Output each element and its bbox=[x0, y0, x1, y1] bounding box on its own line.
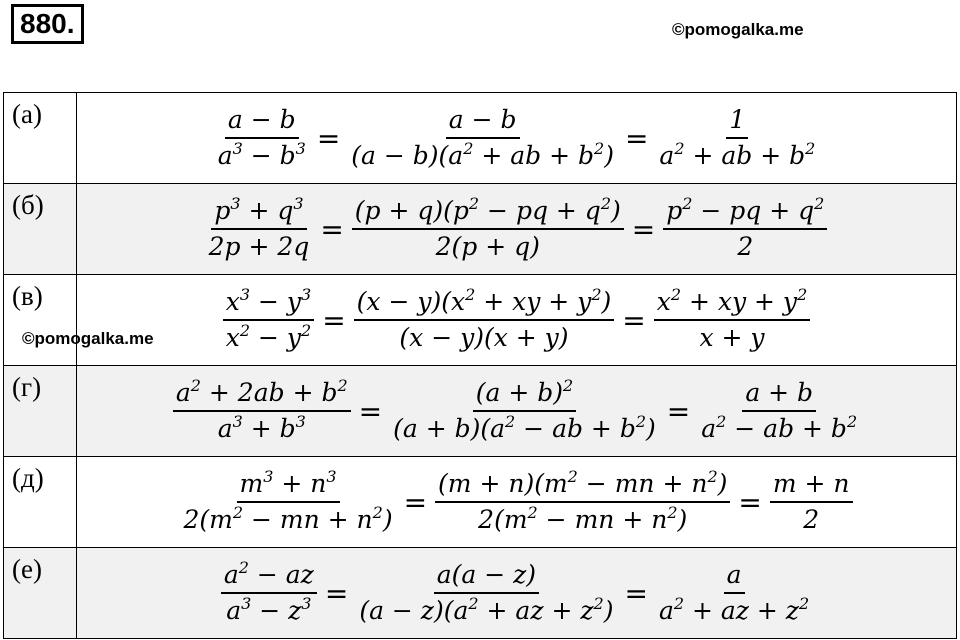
fraction-numerator: 1 bbox=[726, 103, 748, 139]
watermark-top: ©pomogalka.me bbox=[672, 20, 804, 39]
fraction-numerator: a bbox=[724, 558, 745, 594]
fraction-denominator: $a^2$ + ab + $b^2$ bbox=[659, 139, 816, 170]
item-label: (в) bbox=[12, 281, 43, 311]
fraction-numerator: a − b bbox=[225, 103, 299, 139]
fraction bbox=[356, 558, 616, 628]
equals-sign: = bbox=[322, 303, 346, 337]
item-label-cell bbox=[4, 548, 77, 639]
table-row bbox=[4, 366, 957, 457]
fraction-numerator: $(x - y)(x^2$ + xy + $y^2$) bbox=[354, 285, 615, 321]
fraction bbox=[390, 376, 659, 446]
equals-sign: = bbox=[738, 485, 762, 519]
fraction-numerator: a(a − z) bbox=[434, 558, 539, 594]
equals-sign: = bbox=[624, 121, 649, 155]
table-row bbox=[4, 457, 957, 548]
fraction bbox=[770, 467, 853, 537]
item-label: (д) bbox=[12, 463, 44, 493]
fraction-denominator: $a^3 + b^3$ bbox=[217, 412, 306, 443]
fraction bbox=[180, 467, 395, 537]
table-row bbox=[4, 93, 957, 184]
equation-cell bbox=[77, 457, 957, 548]
fraction-denominator: $(a + b)(a^2$ − ab + $b^2$) bbox=[393, 412, 656, 443]
fraction bbox=[435, 467, 730, 537]
fraction-denominator: 2p + 2q bbox=[208, 232, 310, 261]
equals-sign: = bbox=[622, 303, 646, 337]
fraction-denominator: $2(m^2$ − mn + $n^2$) bbox=[183, 503, 393, 534]
fraction-numerator: a − b bbox=[446, 103, 520, 139]
table-row bbox=[4, 275, 957, 366]
equals-sign: = bbox=[624, 576, 648, 610]
equation-chain bbox=[202, 194, 832, 264]
equation-cell bbox=[77, 548, 957, 639]
fraction-numerator: $a^2$ − az bbox=[221, 558, 317, 594]
fraction bbox=[352, 194, 624, 264]
solution-table bbox=[3, 92, 957, 639]
fraction bbox=[698, 376, 860, 446]
fraction bbox=[206, 194, 313, 264]
equals-sign: = bbox=[316, 121, 341, 155]
fraction-denominator: 2 bbox=[737, 232, 754, 261]
item-label: (е) bbox=[12, 554, 42, 584]
fraction bbox=[348, 103, 617, 173]
equation-cell bbox=[77, 184, 957, 275]
watermark-middle: ©pomogalka.me bbox=[22, 329, 154, 348]
fraction-numerator: $x^2$ + xy + $y^2$ bbox=[654, 285, 811, 321]
fraction bbox=[173, 376, 351, 446]
equals-sign: = bbox=[631, 212, 656, 246]
item-label-cell bbox=[4, 275, 77, 366]
fraction-denominator: 2(p + q) bbox=[435, 232, 540, 261]
fraction-denominator: x + y bbox=[699, 323, 765, 352]
item-label-cell bbox=[4, 93, 77, 184]
fraction bbox=[354, 285, 615, 355]
fraction bbox=[656, 558, 812, 628]
equation-chain bbox=[211, 103, 823, 173]
fraction-denominator: $a^2$ + az + $z^2$ bbox=[658, 594, 810, 625]
fraction-denominator: $2(m^2$ − mn + $n^2$) bbox=[478, 503, 688, 534]
equals-sign: = bbox=[320, 212, 344, 246]
fraction-numerator: $x^3 - y^3$ bbox=[223, 285, 314, 321]
equation-chain bbox=[169, 376, 864, 446]
fraction bbox=[223, 285, 314, 355]
fraction-numerator: $a^2 + 2ab + b^2$ bbox=[173, 376, 351, 412]
fraction bbox=[221, 558, 317, 628]
equals-sign: = bbox=[403, 485, 428, 519]
item-label-cell bbox=[4, 457, 77, 548]
fraction-denominator: $a^3 - b^3$ bbox=[217, 139, 306, 170]
fraction bbox=[215, 103, 309, 173]
fraction-numerator: m + n bbox=[770, 467, 853, 503]
item-label: (а) bbox=[12, 99, 42, 129]
fraction-denominator: 2 bbox=[803, 505, 820, 534]
fraction-denominator: $x^2 - y^2$ bbox=[225, 321, 312, 352]
fraction bbox=[656, 103, 818, 173]
fraction-numerator: $(m + n)(m^2$ − mn + $n^2$) bbox=[435, 467, 730, 503]
fraction-numerator: a + b bbox=[742, 376, 816, 412]
table-row bbox=[4, 184, 957, 275]
task-number: 880. bbox=[11, 4, 84, 44]
fraction-numerator: $(a + b)^2$ bbox=[473, 376, 576, 412]
fraction-numerator: $(p + q)(p^2$ − pq + $q^2$) bbox=[352, 194, 624, 230]
equals-sign: = bbox=[358, 394, 383, 428]
equation-cell bbox=[77, 366, 957, 457]
equation-chain bbox=[219, 285, 815, 355]
item-label-cell bbox=[4, 366, 77, 457]
fraction-denominator: $a^2$ − ab + $b^2$ bbox=[701, 412, 858, 443]
fraction bbox=[654, 285, 811, 355]
equation-cell bbox=[77, 93, 957, 184]
fraction-numerator: $p^2$ − pq + $q^2$ bbox=[663, 194, 827, 230]
equation-chain bbox=[217, 558, 816, 628]
item-label: (б) bbox=[12, 190, 44, 220]
item-label-cell bbox=[4, 184, 77, 275]
table-row bbox=[4, 548, 957, 639]
fraction-denominator: (x − y)(x + y) bbox=[399, 323, 569, 352]
equals-sign: = bbox=[666, 394, 691, 428]
item-label: (г) bbox=[12, 372, 42, 402]
equation-cell bbox=[77, 275, 957, 366]
fraction-denominator: $(a - b)(a^2$ + ab + $b^2$) bbox=[351, 139, 614, 170]
equation-chain bbox=[176, 467, 856, 537]
fraction bbox=[663, 194, 827, 264]
solution-rows bbox=[4, 93, 957, 639]
fraction-numerator: $m^3 + n^3$ bbox=[237, 467, 340, 503]
fraction-numerator: $p^3 + q^3$ bbox=[211, 194, 306, 230]
fraction-denominator: $a^3 - z^3$ bbox=[226, 594, 312, 625]
equals-sign: = bbox=[324, 576, 349, 610]
fraction-denominator: $(a - z)(a^2$ + az + $z^2$) bbox=[359, 594, 614, 625]
